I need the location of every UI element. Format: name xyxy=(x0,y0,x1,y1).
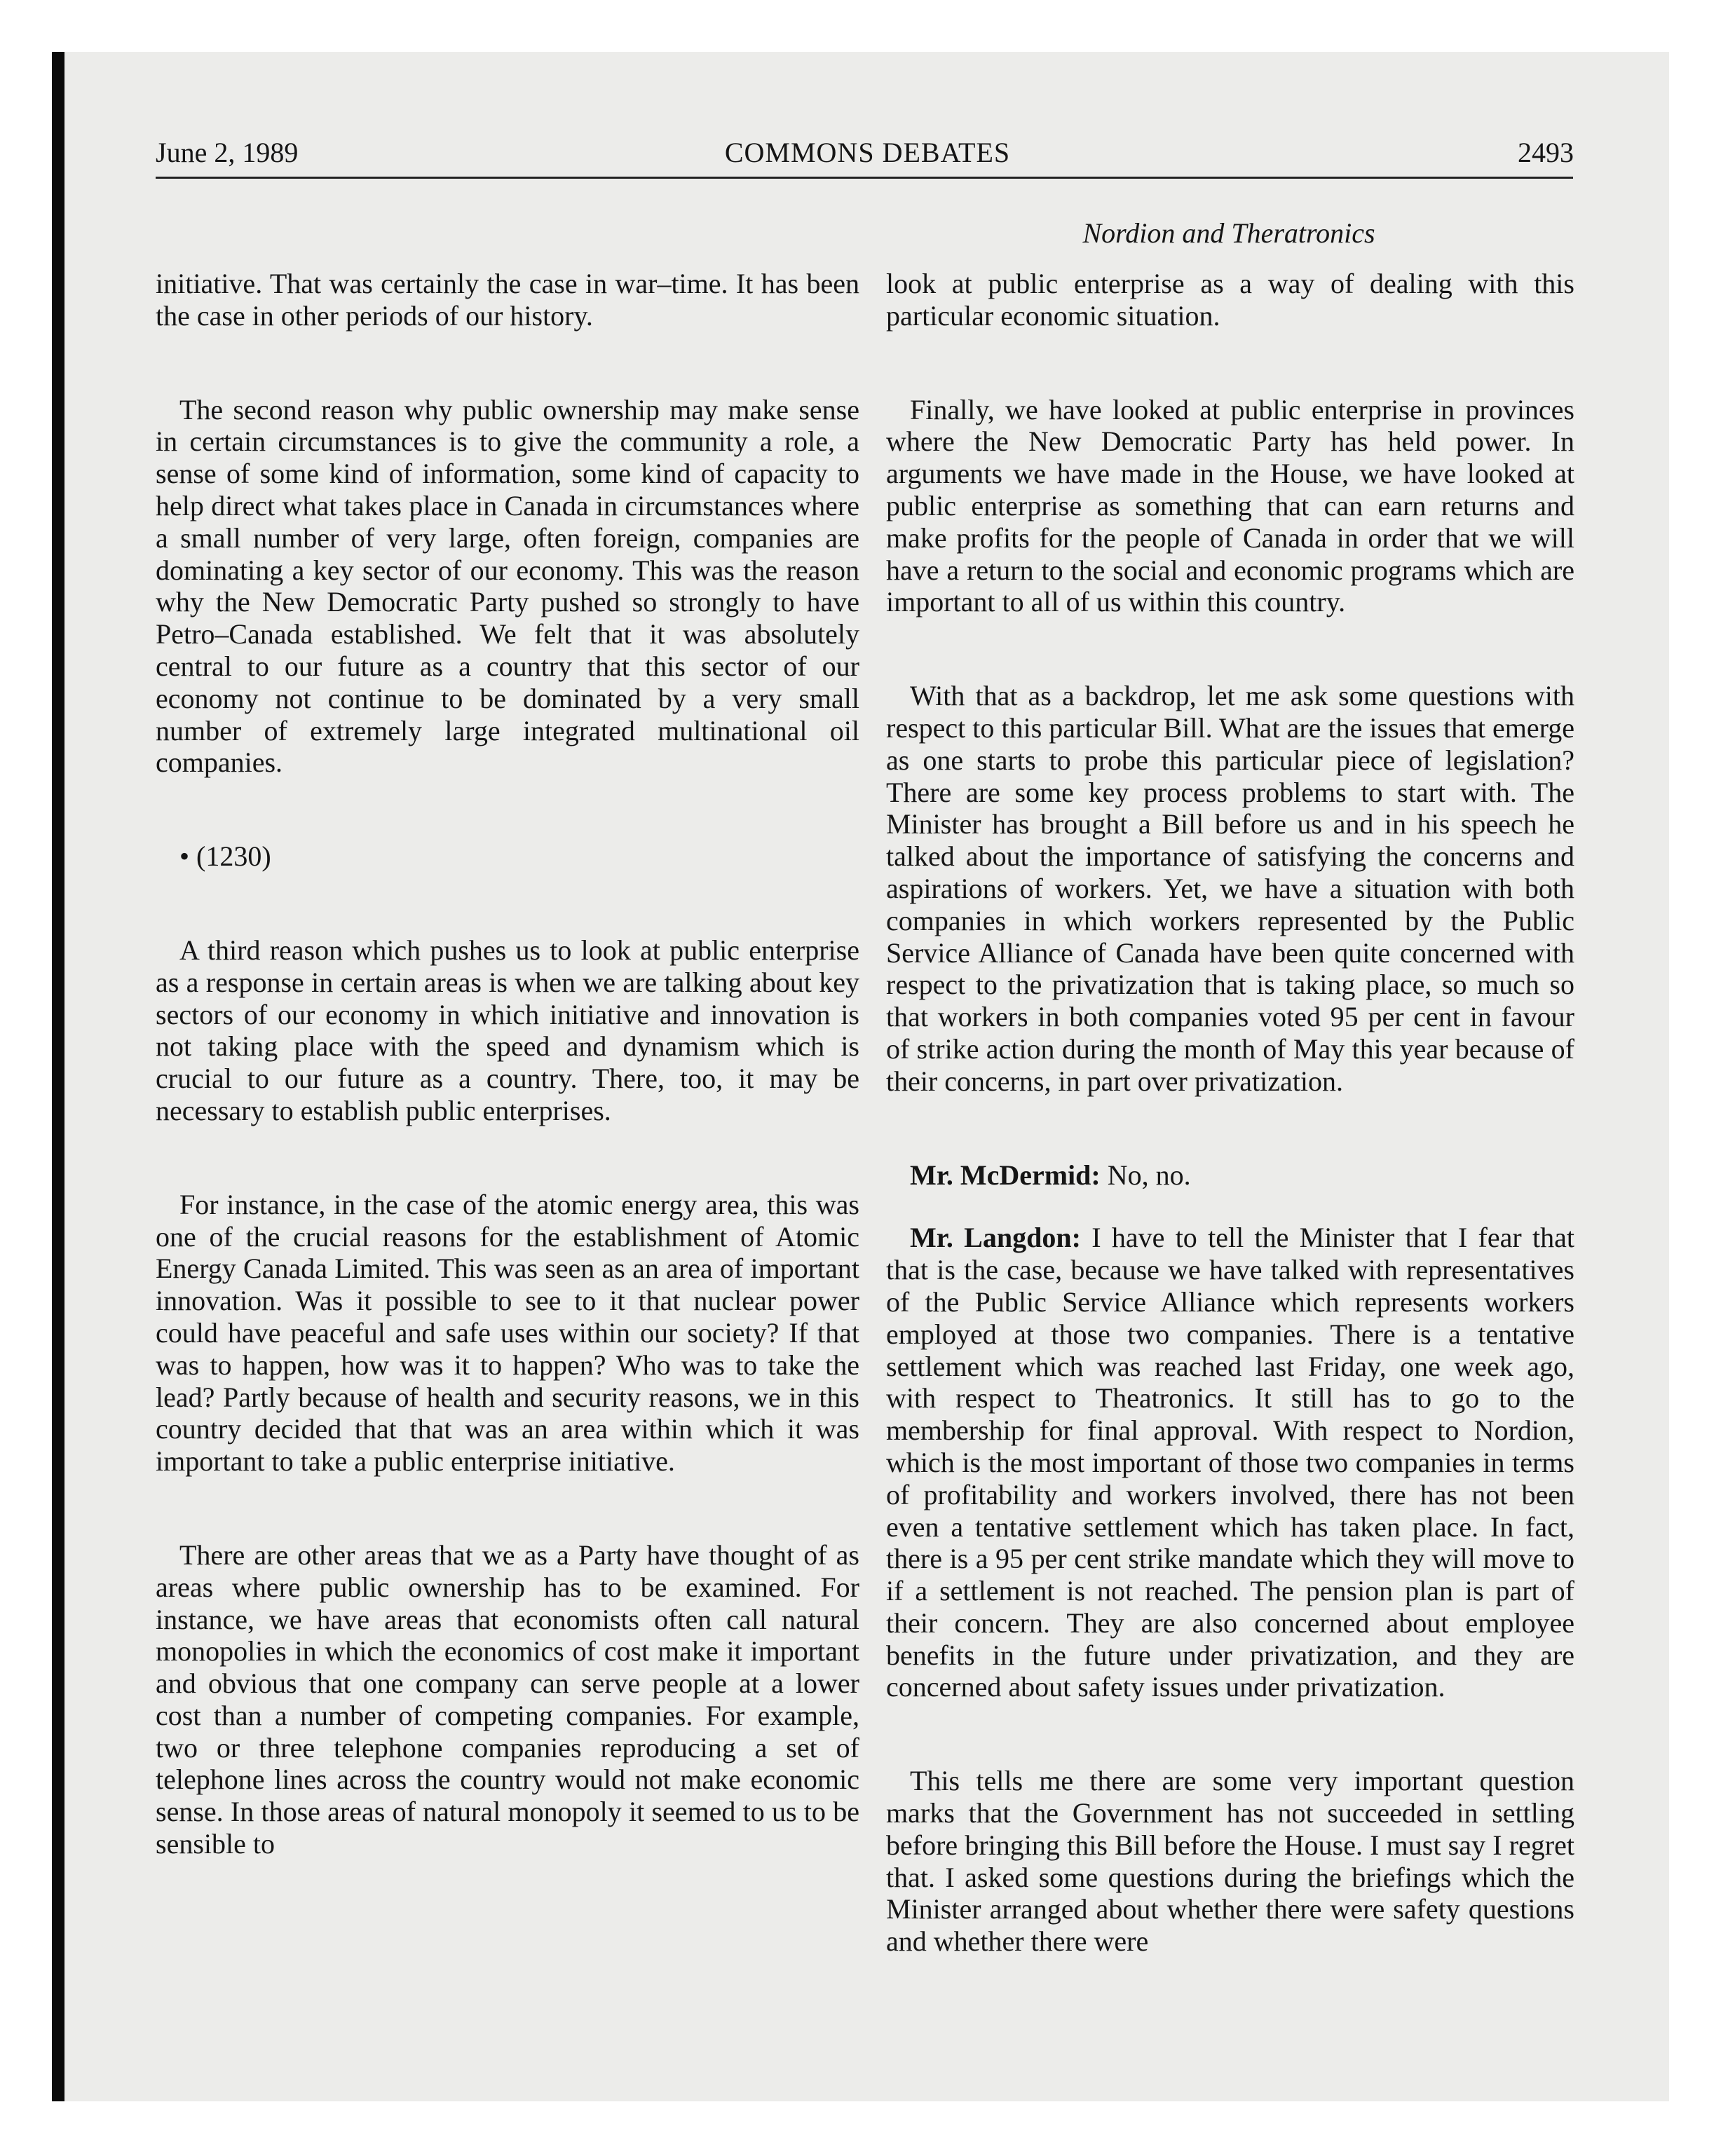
right-column xyxy=(886,268,1574,1958)
speaker-mcdermid: Mr. McDermid: xyxy=(910,1159,1101,1191)
header-date: June 2, 1989 xyxy=(156,137,299,168)
section-title: Nordion and Theratronics xyxy=(1082,217,1375,249)
header-rule xyxy=(156,177,1573,179)
header-page-number: 2493 xyxy=(1518,137,1574,168)
left-paragraph-2: The second reason why public ownership may make sense in certain circumstances is to give the community a role, a sense of some kind of information, some kind of capacity to help direct what takes place in Canada in circumstances where a small number of very large, often foreign, companies are dominating a key sector of our economy. This was the reason why the New Democratic Party pushed so strongly to have Petro–Canada established. We felt that it was absolutely central to our future as a country that this sector of our economy not continue to be dominated by a very small number of extremely large integrated multinational oil companies. xyxy=(156,393,859,779)
right-paragraph-1: look at public enterprise as a way of dealing with this particular economic situation. xyxy=(886,268,1574,332)
right-paragraph-4: This tells me there are some very important question marks that the Government has not succeeded in settling before bringing this Bill before the House. I must say I regret that. I asked some questions during the briefings which the Minister arranged about whether there were safety questions and whether there were xyxy=(886,1765,1574,1958)
speaker-langdon: Mr. Langdon: xyxy=(910,1222,1081,1254)
left-paragraph-3: A third reason which pushes us to look at public enterprise as a response in certain areas is when we are talking about key sectors of our economy in which initiative and innovation is not taking place with the speed and dynamism which is crucial to our future as a country. There, too, it may be necessary to establish public enterprises. xyxy=(156,934,859,1126)
speech-langdon-text: I have to tell the Minister that I fear that that is the case, because we have talked with representatives of the Public Service Alliance which represents workers employed at those two companies. There is a tentative settlement which was reached last Friday, one week ago, with respect to Theatronics. It still has to go to the membership for final approval. With respect to Nordion, which is the most important of those two companies in terms of profitability and workers involved, there has not been even a tentative settlement which has taken place. In fact, there is a 95 per cent strike mandate which they will move to if a settlement is not reached. The pension plan is part of their concern. They are also concerned about employee benefits in the future under privatization, and they are concerned about safety issues under privatization. xyxy=(886,1222,1574,1703)
binding-edge xyxy=(52,52,64,2101)
left-paragraph-5: There are other areas that we as a Party have thought of as areas where public ownership has to be examined. For instance, we have areas that economists often call natural monopolies in which the economics of cost make it important and obvious that one company can serve people at a lower cost than a number of competing companies. For example, two or three telephone companies reproducing a set of telephone lines across the country would not make economic sense. In those areas of natural monopoly it seemed to us to be sensible to xyxy=(156,1538,859,1860)
header-title: COMMONS DEBATES xyxy=(724,137,1011,168)
speech-langdon xyxy=(886,1222,1574,1703)
right-paragraph-3: With that as a backdrop, let me ask some questions with respect to this particular Bill. What are the issues that emerge as one starts to probe this particular piece of legislation? There are some key process problems to start with. The Minister has brought a Bill before us and in his speech he talked about the importance of satisfying the concerns and aspirations of workers. Yet, we have a situation with both companies in which workers represented by the Public Service Alliance of Canada have been quite concerned with respect to the privatization that is taking place, so much so that workers in both companies voted 95 per cent in favour of strike action during the month of May this year because of their concerns, in part over privatization. xyxy=(886,680,1574,1097)
left-paragraph-4: For instance, in the case of the atomic energy area, this was one of the crucial reasons for the establishment of Atomic Energy Canada Limited. This was seen as an area of important innovation. Was it possible to see to it that nuclear power could have peaceful and safe uses within our society? If that was to happen, how was it to happen? Who was to take the lead? Partly because of health and security reasons, we in this country decided that that was an area within which it was important to take a public enterprise initiative. xyxy=(156,1188,859,1478)
time-marker: • (1230) xyxy=(179,840,271,873)
left-paragraph-1: initiative. That was certainly the case in war–time. It has been the case in other periods of our history. xyxy=(156,268,859,332)
right-paragraph-2: Finally, we have looked at public enterprise in provinces where the New Democratic Party has held power. In arguments we have made in the House, we have looked at public enterprise as something that can earn returns and make profits for the people of Canada in order that we will have a return to the social and economic programs which are important to all of us within this country. xyxy=(886,393,1574,618)
left-column xyxy=(156,268,859,1860)
speech-mcdermid xyxy=(886,1159,1574,1192)
speech-mcdermid-text: No, no. xyxy=(1100,1159,1191,1191)
